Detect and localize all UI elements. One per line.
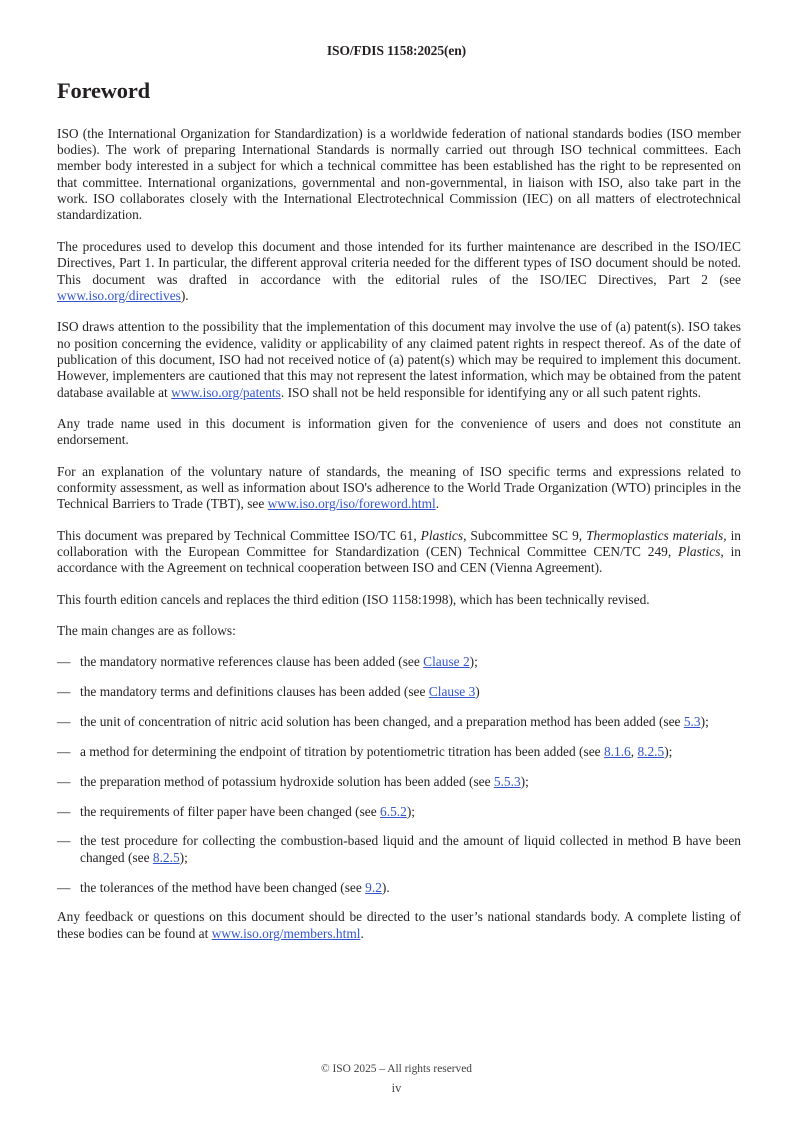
paragraph-wto-tail: . (435, 496, 440, 512)
committee-text-2: , Subcommittee SC 9, (463, 527, 587, 543)
cross-reference-link[interactable]: 8.2.5 (152, 849, 180, 865)
cross-reference-link[interactable]: 9.2 (365, 879, 382, 895)
list-item-lead-text: the requirements of filter paper have been changed (see (80, 803, 381, 819)
committee-italic-thermoplastics: Thermoplastics materials, (586, 527, 727, 543)
committee-text-3: in collaboration with the European Committee for Standardization (CEN) Technical Committee CEN/TC 249, (57, 527, 741, 559)
list-item (57, 833, 741, 866)
paragraph-patents-tail: . ISO shall not be held responsible for identifying any or all such patent rights. (280, 384, 702, 400)
list-item-text (80, 654, 741, 670)
list-item (57, 714, 741, 730)
document-content (57, 79, 741, 957)
list-item-text (80, 684, 741, 700)
list-item-tail-text: ); (469, 654, 478, 670)
committee-italic-plastics-2: Plastics, (678, 543, 724, 559)
cross-reference-link[interactable]: 5.3 (683, 714, 701, 730)
changes-list (57, 654, 741, 896)
list-item-lead-text: the mandatory normative references clause has been added (see (80, 654, 424, 670)
cross-reference-link[interactable]: 8.1.6 (603, 743, 631, 759)
paragraph-procedures-text: The procedures used to develop this document and those intended for its further maintenance are described in the ISO/IEC Directives, Part 1. In particular, the different approval criteria needed for the different types of ISO document should be noted. This document was drafted in accordance with the editorial rules of the ISO/IEC Directives, Part 2 (see (57, 238, 741, 287)
list-item-lead-text: a method for determining the endpoint of titration by potentiometric titration has been added (see (80, 743, 604, 759)
paragraph-wto (57, 464, 741, 513)
link-iso-members[interactable]: www.iso.org/members.html (211, 925, 361, 941)
page-title: Foreword (57, 78, 150, 103)
em-dash-marker: — (57, 833, 71, 849)
committee-text-1: This document was prepared by Technical Committee ISO/TC 61, (57, 527, 421, 543)
list-item-text (80, 714, 741, 730)
em-dash-marker: — (57, 684, 71, 700)
em-dash-marker: — (57, 879, 71, 895)
list-item-tail-text: ); (179, 849, 188, 865)
paragraph-wto-text: For an explanation of the voluntary nature of standards, the meaning of ISO specific terms and expressions related to conformity assessment, as well as information about ISO's adherence to the World Trade Organization (WTO) principles in the Technical Barriers to Trade (TBT), see (57, 463, 741, 512)
cross-reference-link[interactable]: 5.5.3 (493, 773, 521, 789)
paragraph-main-changes-intro: The main changes are as follows: (57, 623, 236, 638)
list-item (57, 880, 741, 896)
list-item-lead-text: the mandatory terms and definitions clauses has been added (see (80, 684, 429, 700)
list-item-tail-text: ); (520, 773, 529, 789)
list-item-text (80, 744, 741, 760)
footer-page-number: iv (391, 1081, 402, 1095)
paragraph-patents (57, 319, 741, 401)
paragraph-committee (57, 528, 741, 577)
list-item-tail-text: ); (664, 743, 673, 759)
em-dash-marker: — (57, 654, 71, 670)
list-item-link-separator: , (630, 743, 638, 759)
link-iso-patents[interactable]: www.iso.org/patents (171, 384, 281, 400)
paragraph-edition: This fourth edition cancels and replaces the third edition (ISO 1158:1998), which has been technically revised. (57, 591, 650, 607)
list-item (57, 684, 741, 700)
list-item-lead-text: the preparation method of potassium hydroxide solution has been added (see (80, 773, 494, 789)
cross-reference-link[interactable]: Clause 2 (423, 654, 470, 670)
list-item (57, 774, 741, 790)
running-header: ISO/FDIS 1158:2025(en) (326, 43, 467, 58)
committee-text-4: in accordance with the Agreement on technical cooperation between ISO and CEN (Vienna Agreement). (57, 543, 742, 576)
list-item-text (80, 833, 741, 866)
list-item-lead-text: the tolerances of the method have been changed (see (80, 879, 366, 895)
em-dash-marker: — (57, 714, 71, 730)
paragraph-scope-iso: ISO (the International Organization for Standardization) is a worldwide federation of national standards bodies (ISO member bodies). The work of preparing International Standards is normally carried out through ISO technical committees. Each member body interested in a subject for which a technical committee has been established has the right to be represented on that committee. International organizations, governmental and non-governmental, in liaison with ISO, also take part in the work. ISO collaborates closely with the International Electrotechnical Commission (IEC) on all matters of electrotechnical standardization. (57, 125, 741, 223)
paragraph-procedures (57, 239, 741, 304)
list-item-tail-text: ); (700, 714, 709, 730)
paragraph-feedback (57, 909, 741, 942)
list-item (57, 744, 741, 760)
list-item-tail-text: ). (381, 879, 390, 895)
em-dash-marker: — (57, 773, 71, 789)
paragraph-procedures-tail: ). (180, 287, 189, 303)
link-iso-foreword[interactable]: www.iso.org/iso/foreword.html (267, 496, 436, 512)
list-item (57, 804, 741, 820)
committee-italic-plastics-1: Plastics (420, 527, 464, 543)
list-item-tail-text: ) (475, 684, 480, 700)
cross-reference-link[interactable]: 6.5.2 (380, 803, 407, 819)
cross-reference-link[interactable]: Clause 3 (428, 684, 476, 700)
em-dash-marker: — (57, 743, 71, 759)
list-item-text (80, 880, 741, 896)
link-iso-directives[interactable]: www.iso.org/directives (57, 287, 181, 303)
list-item-text (80, 804, 741, 820)
list-item-lead-text: the unit of concentration of nitric acid solution has been changed, and a preparation method has been added (see (80, 714, 684, 730)
list-item (57, 654, 741, 670)
footer-copyright: © ISO 2025 – All rights reserved (320, 1063, 473, 1075)
paragraph-trade-name: Any trade name used in this document is information given for the convenience of users and does not constitute an endorsement. (57, 415, 741, 448)
em-dash-marker: — (57, 803, 71, 819)
list-item-lead-text: the test procedure for collecting the combustion-based liquid and the amount of liquid collected in method B have been changed (see (80, 833, 741, 865)
list-item-text (80, 774, 741, 790)
paragraph-patents-text: ISO draws attention to the possibility that the implementation of this document may involve the use of (a) patent(s). ISO takes no position concerning the evidence, validity or applicability of any claimed patent rights in respect thereof. As of the date of publication of this document, ISO had not received notice of (a) patent(s) which may be required to implement this document. However, implementers are cautioned that this may not represent the latest information, which may be obtained from the patent database available at (57, 319, 741, 400)
paragraph-feedback-tail: . (360, 925, 364, 941)
cross-reference-link[interactable]: 8.2.5 (637, 743, 665, 759)
list-item-tail-text: ); (406, 803, 415, 819)
paragraph-feedback-text: Any feedback or questions on this document should be directed to the user’s national standards body. A complete listing of these bodies can be found at (57, 909, 741, 941)
